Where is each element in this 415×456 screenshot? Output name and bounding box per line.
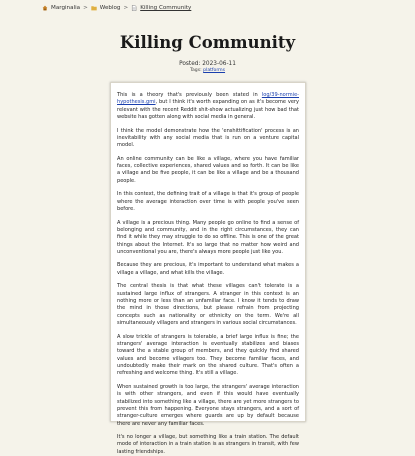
- breadcrumb: [42, 5, 191, 11]
- tags-label: Tags:: [189, 68, 202, 73]
- tags-line: [0, 68, 415, 73]
- paragraph: When sustained growth is too large, the strangers' average interaction is with other strangers, and even if this would have eventually stabilized into something like a village, there are yet more strangers to prevent this from happening. Everyone stays strangers, and a sort of stranger-culture emerges where guards are up by default because there are never any familiar faces.: [117, 383, 299, 427]
- posted-date: Posted: 2023-06-11: [179, 61, 236, 67]
- house-icon: [42, 5, 48, 11]
- breadcrumb-link-marginalia[interactable]: Marginalia: [51, 5, 81, 11]
- paragraph: This is a theory that's previously been stated in log/39-normie-hypothesis.gmi, but I think it's worth expanding on as it's become very relevant with the recent Reddit shit-show actualizing just how bad that website has gotten along with social media in general.: [117, 92, 299, 121]
- paragraph: The central thesis is that what these villages can't tolerate is a sustained large influx of strangers. A stranger in this context is an nothing more or less than an unfamiliar face. I know it tends to draw the mind in those directions, but please refrain from projecting concepts such as nationality or ethnicity on the term. We're all simultaneously villagers and strangers in various social circumstances.: [117, 283, 299, 327]
- paragraph: A village is a precious thing. Many people go online to find a sense of belonging and community, and in the right circumstances, they can find it while they may struggle to do so offline. This is one of the great things about the Internet. It's so large that no matter how weird and unconventional you are, there's always more people just like you.: [117, 219, 299, 255]
- paragraph: In this context, the defining trait of a village is that it's group of people where the average interaction over time is with people you've seen before.: [117, 191, 299, 213]
- breadcrumb-separator: >: [83, 5, 88, 11]
- paragraph: Because they are precious, it's important to understand what makes a village a village, and what kills the village.: [117, 262, 299, 276]
- normie-hypothesis-link[interactable]: log/39-normie-hypothesis.gmi: [117, 92, 299, 106]
- paragraph: A slow trickle of strangers is tolerable, a brief large influx is fine; the strangers' average interaction is eventually stabilizes and biases toward the a stable group of members, and they quickly find shared values and become villagers too. They become familiar faces, and undoubtedly make their mark on the shared culture. That's often a refreshing and welcome thing. It's still a village.: [117, 333, 299, 377]
- paragraph: It's no longer a village, but something like a train station. The default mode of interaction in a train station is as strangers in transit, with few lasting friendships.: [117, 434, 299, 455]
- breadcrumb-link-weblog[interactable]: Weblog: [99, 5, 121, 11]
- paragraph: An online community can be like a village, where you have familiar faces, collective experiences, shared values and so forth. It can be like a village and be five people, it can be like a village and be a thousand people.: [117, 155, 299, 184]
- breadcrumb-link-current[interactable]: Killing Community: [140, 5, 192, 11]
- page-title: Killing Community: [119, 33, 296, 53]
- tag-link-platforms[interactable]: platforms: [203, 68, 226, 73]
- breadcrumb-separator: >: [123, 5, 129, 11]
- document-icon: [131, 5, 137, 11]
- article-body: [110, 82, 306, 455]
- paragraph: I think the model demonstrate how the 'enshittification' process is an inevitability with any social media that is run on a venture capital model.: [117, 127, 299, 149]
- folder-icon: [91, 5, 97, 11]
